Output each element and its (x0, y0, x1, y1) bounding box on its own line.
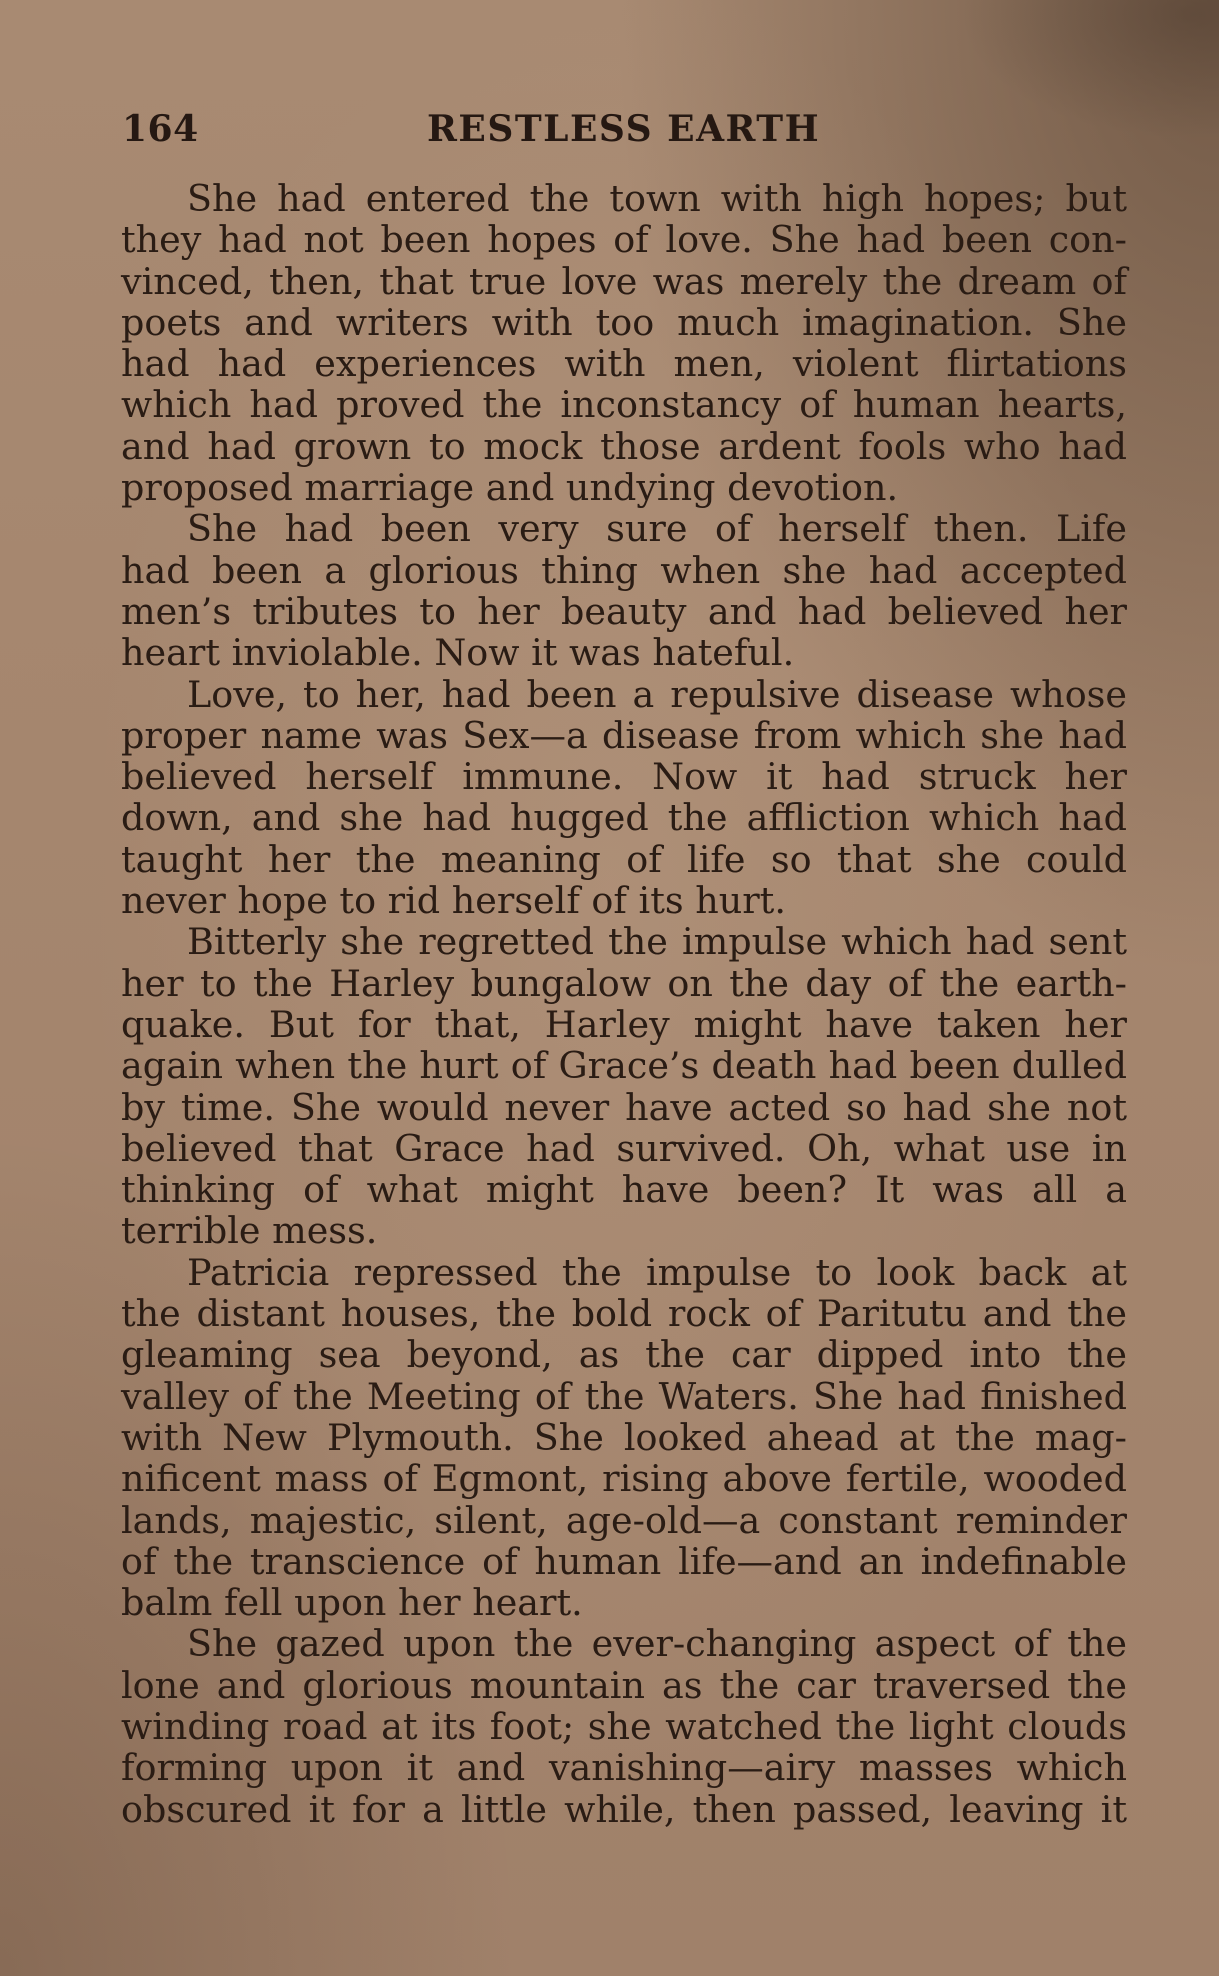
text-line: heart inviolable. Now it was hateful. (121, 631, 795, 675)
text-line: Patricia repressed the impulse to look back at (187, 1250, 1127, 1294)
text-line: poets and writers with too much imagination. She (121, 300, 1127, 344)
text-line: Love, to her, had been a repulsive disease whose (187, 672, 1127, 716)
text-line: lands, majestic, silent, age-old—a constant reminder (121, 1498, 1127, 1542)
text-line: terrible mess. (121, 1209, 378, 1253)
text-line: the distant houses, the bold rock of Paritutu and the (121, 1292, 1127, 1336)
page-number: 164 (122, 108, 199, 150)
text-line: never hope to rid herself of its hurt. (121, 879, 786, 923)
text-line: taught her the meaning of life so that she could (121, 837, 1127, 881)
text-line: gleaming sea beyond, as the car dipped into the (121, 1333, 1127, 1377)
text-line: proper name was Sex—a disease from which she had (121, 713, 1127, 757)
text-line: down, and she had hugged the affliction which had (121, 796, 1127, 840)
text-line: vinced, then, that true love was merely the dream of (121, 259, 1127, 303)
text-line: forming upon it and vanishing—airy masses which (121, 1746, 1127, 1790)
text-line: quake. But for that, Harley might have taken her (121, 1002, 1127, 1046)
text-line: valley of the Meeting of the Waters. She had finished (121, 1374, 1127, 1418)
paragraph (121, 1623, 1127, 1829)
paragraph (121, 1252, 1127, 1624)
text-line: men’s tributes to her beauty and had believed her (121, 589, 1127, 633)
paragraph (121, 921, 1127, 1251)
text-line: Bitterly she regretted the impulse which had sent (187, 920, 1127, 964)
text-line: lone and glorious mountain as the car traversed the (121, 1663, 1127, 1707)
paragraph (121, 178, 1127, 508)
text-line: believed herself immune. Now it had struck her (121, 755, 1127, 799)
text-line: which had proved the inconstancy of human hearts, (121, 383, 1127, 427)
text-line: She had entered the town with high hopes; but (187, 177, 1127, 220)
text-line: She had been very sure of herself then. Life (187, 507, 1127, 551)
running-head (122, 104, 1122, 154)
text-line: had been a glorious thing when she had accepted (121, 548, 1127, 592)
text-line: believed that Grace had survived. Oh, what use in (121, 1126, 1127, 1170)
text-line: they had not been hopes of love. She had been con- (121, 218, 1127, 262)
text-line: her to the Harley bungalow on the day of the earth- (121, 961, 1127, 1005)
text-line: and had grown to mock those ardent fools who had (121, 424, 1127, 468)
text-line: proposed marriage and undying devotion. (121, 466, 899, 510)
paragraph (121, 508, 1127, 673)
text-line: again when the hurt of Grace’s death had been dulled (121, 1044, 1127, 1088)
text-line: winding road at its foot; she watched the light clouds (121, 1704, 1127, 1748)
text-line: thinking of what might have been? It was all a (121, 1168, 1127, 1212)
text-line: by time. She would never have acted so had she not (121, 1085, 1127, 1129)
body-text (121, 178, 1127, 1830)
text-line: obscured it for a little while, then passed, leaving it (121, 1787, 1127, 1831)
text-line: of the transcience of human life—and an indefinable (121, 1539, 1127, 1583)
text-line: balm fell upon her heart. (121, 1581, 583, 1625)
book-title: RESTLESS EARTH (427, 108, 821, 150)
text-line: had had experiences with men, violent flirtations (121, 342, 1127, 386)
text-line: She gazed upon the ever-changing aspect of the (187, 1622, 1127, 1666)
paragraph (121, 674, 1127, 922)
text-line: with New Plymouth. She looked ahead at the mag- (121, 1415, 1127, 1459)
text-line: nificent mass of Egmont, rising above fertile, wooded (121, 1457, 1127, 1501)
